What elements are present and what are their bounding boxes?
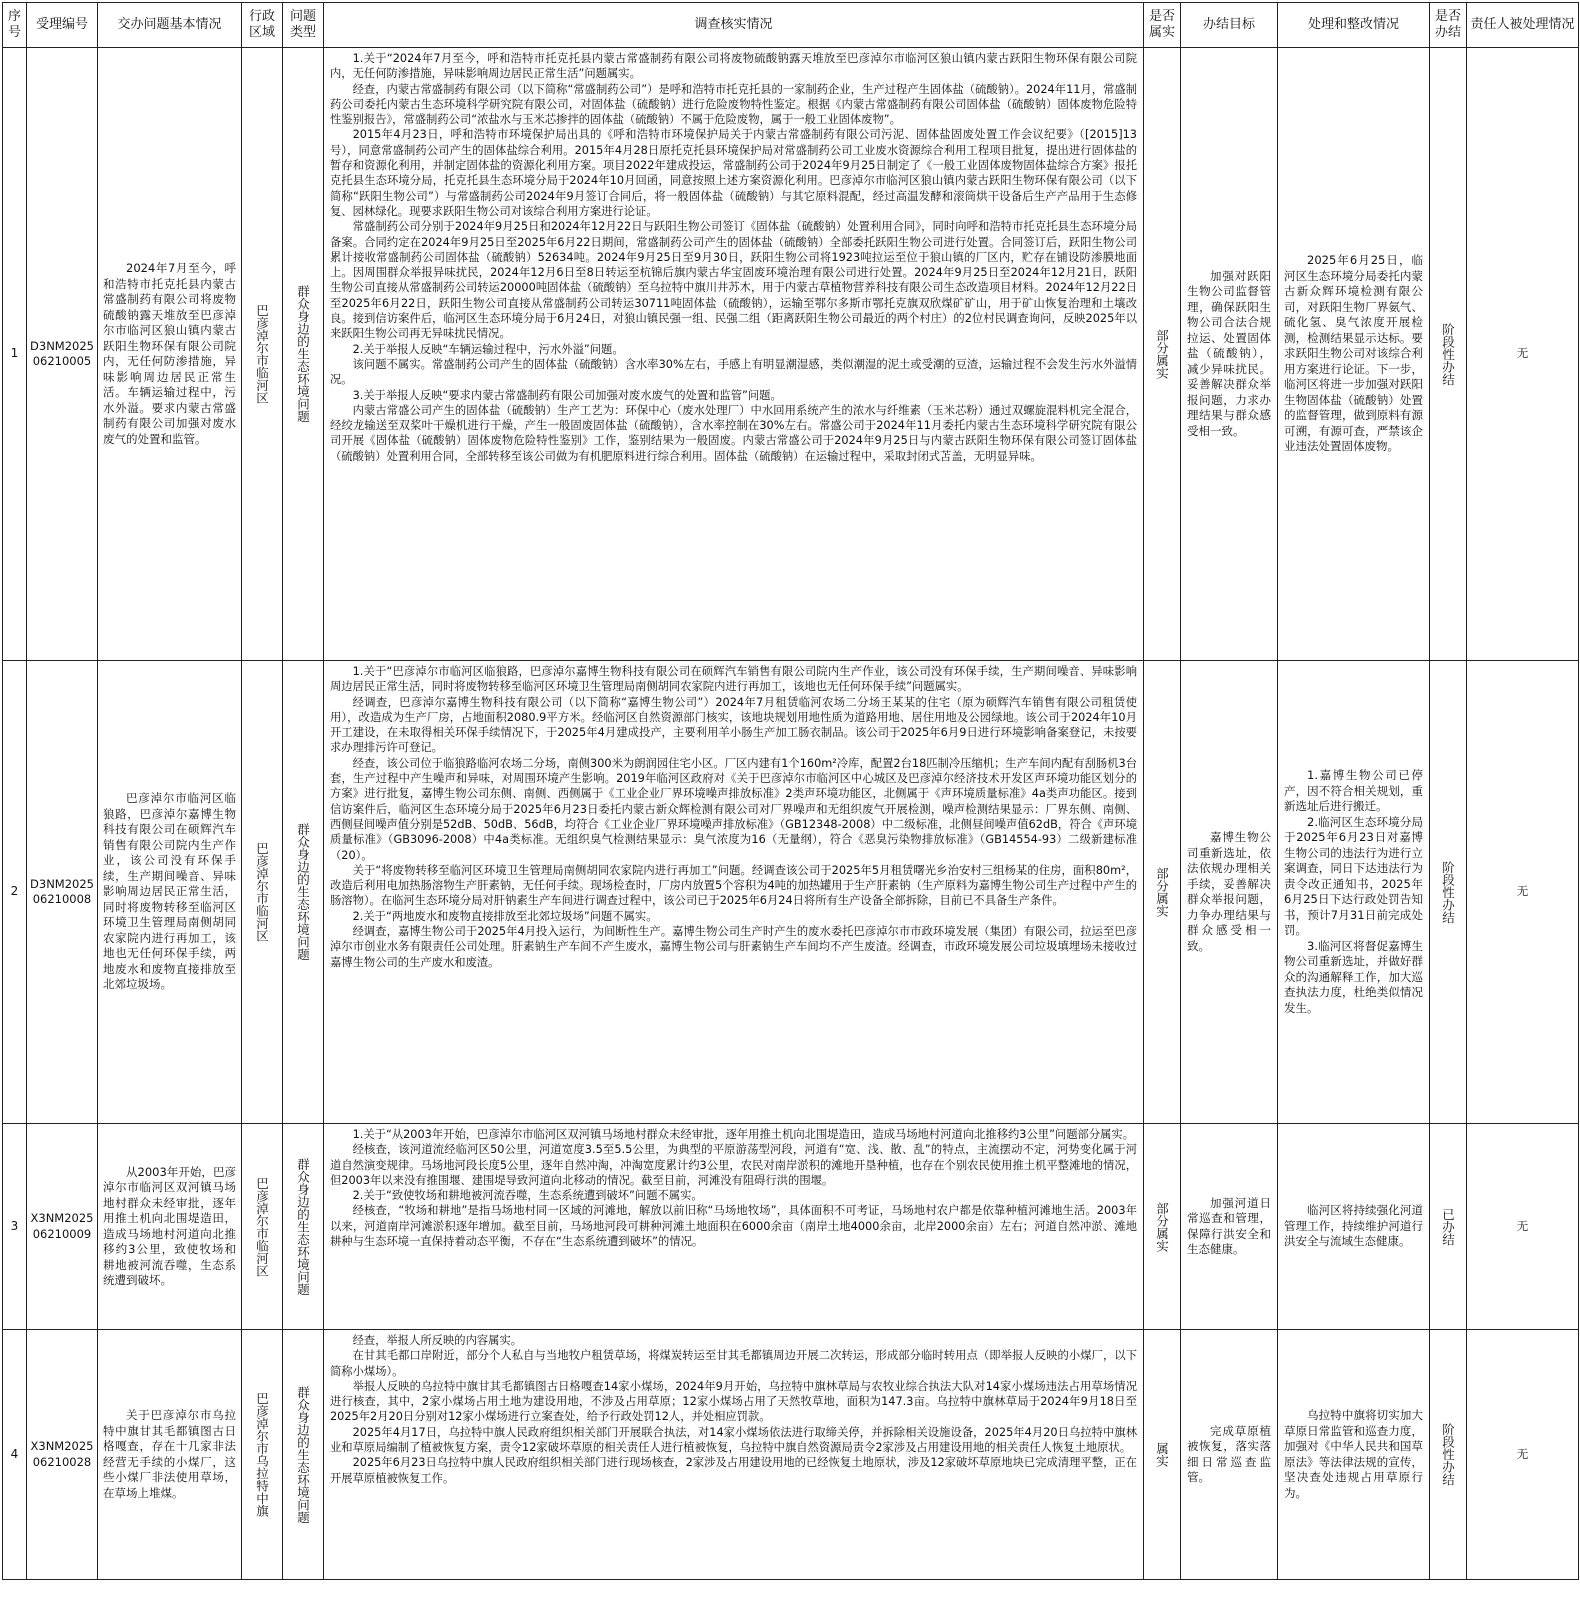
measure-cell bbox=[1278, 1330, 1430, 1580]
region-text: 巴彦淖尔市临河区 bbox=[254, 1176, 270, 1277]
basic-cell bbox=[98, 661, 242, 1124]
region-cell bbox=[242, 48, 283, 661]
goal-cell bbox=[1181, 1124, 1278, 1330]
type-text: 群众身边的生态环境问题 bbox=[295, 823, 311, 961]
valid-text: 部分属实 bbox=[1154, 867, 1170, 917]
header-goal: 办结目标 bbox=[1181, 3, 1278, 48]
case-id: D3NM202506210005 bbox=[27, 48, 98, 661]
type-text: 群众身边的生态环境问题 bbox=[295, 1157, 311, 1296]
goal-text: 嘉博生物公司重新选址，依法依规办理相关手续，妥善解决群众举报问题，力争办理结果与群众感受相一致。 bbox=[1187, 830, 1271, 953]
region-cell bbox=[242, 661, 283, 1124]
detail-cell bbox=[324, 661, 1144, 1124]
header-valid: 是否属实 bbox=[1144, 3, 1181, 48]
detail-paragraph: 经调查，嘉博生物公司于2025年4月投入运行，为间断性生产。嘉博生物公司生产时产生的废水委托巴彦淖尔市市政环境发展（集团）有限公司，拉运至巴彦淖尔市创业水务有限责任公司处理。肝素钠生产车间不产生废水，嘉博生物公司与肝素钠生产车间均不产生废渣。经调查，市政环境发展公司垃圾填埋场未接收过嘉博生物公司的生产废水和废渣。 bbox=[330, 925, 1137, 969]
basic-text: 从2003年开始，巴彦淖尔市临河区双河镇马场地村群众未经审批，逐年用推土机向北围堤造田，造成马场地村河道向北推移约3公里，致使牧场和耕地被河流吞噬，生态系统遭到破坏。 bbox=[103, 1164, 236, 1287]
table-row bbox=[3, 661, 1579, 1124]
measure-text: 2025年6月25日，临河区生态环境分局委托内蒙古新众辉环境检测有限公司，对跃阳生物厂界氨气、硫化氢、臭气浓度开展检测，检测结果显示达标。要求跃阳生物公司对该综合利用方案进行论证。下一步，临河区将进一步加强对跃阳生物固体盐（硫酸钠）处置的监督管理，做到原料有源可溯，有源可查，严禁该企业违法处置固体废物。 bbox=[1284, 253, 1423, 454]
type-text: 群众身边的生态环境问题 bbox=[295, 1385, 311, 1524]
detail-paragraph: 经查，内蒙古常盛制药有限公司（以下简称“常盛制药公司”）是呼和浩特市托克托县的一家制药企业，生产过程产生固体盐（硫酸钠）。2024年11月，常盛制药公司委托内蒙古生态环境科学研究院有限公司，对固体盐（硫酸钠）进行危险废物特性鉴定。根据《内蒙古常盛制药有限公司固体盐（硫酸钠）固体废物危险特性鉴别报告》，常盛制药公司“浓盐水与玉米芯掺拌的固体盐（硫酸钠）不属于危险废物，属于一般工业固体废物”。 bbox=[330, 82, 1137, 127]
header-id: 受理编号 bbox=[27, 3, 98, 48]
type-text: 群众身边的生态环境问题 bbox=[295, 285, 311, 423]
basic-cell bbox=[98, 48, 242, 661]
valid-cell bbox=[1144, 1124, 1181, 1330]
measure-text: 1.嘉博生物公司已停产，因不符合相关规划，重新选址后进行搬迁。 bbox=[1284, 768, 1423, 813]
punish-cell: 无 bbox=[1467, 48, 1579, 661]
measure-text: 3.临河区将督促嘉博生物公司重新选址，并做好群众的沟通解释工作，加大巡查执法力度，杜绝类似情况发生。 bbox=[1284, 938, 1423, 1015]
basic-text: 2024年7月至今，呼和浩特市托克托县内蒙古常盛制药有限公司将废物硫酸钠露天堆放至巴彦淖尔市临河区狼山镇内蒙古跃阳生物环保有限公司院内，无任何防渗措施，异味影响周边居民正常生活。车辆运输过程中，污水外溢。要求内蒙古常盛制药有限公司加强对废水废气的处置和监管。 bbox=[103, 261, 236, 446]
header-punish: 责任人被处理情况 bbox=[1467, 3, 1579, 48]
region-cell bbox=[242, 1330, 283, 1580]
detail-paragraph: 2.关于“两地废水和废物直接排放至北郊垃圾场”问题不属实。 bbox=[352, 909, 658, 923]
header-seq: 序号 bbox=[3, 3, 27, 48]
region-text: 巴彦淖尔市临河区 bbox=[254, 842, 270, 942]
goal-cell bbox=[1181, 1330, 1278, 1580]
detail-paragraph: 经查，举报人所反映的内容属实。 bbox=[352, 1334, 523, 1347]
measure-cell bbox=[1278, 1124, 1430, 1330]
detail-paragraph: 2025年6月23日乌拉特中旗人民政府组织相关部门进行现场核查，2家涉及占用建设用地的已经恢复土地原状，涉及12家破坏草原地块已完成清理平整，正在开展草原植被恢复工作。 bbox=[330, 1456, 1137, 1485]
valid-text: 部分属实 bbox=[1154, 1201, 1170, 1252]
detail-cell bbox=[324, 48, 1144, 661]
measure-text: 2.临河区生态环境分局于2025年6月23日对嘉博生物公司的违法行为进行立案调查，同日下达违法行为责令改正通知书，2025年6月25日下达行政处罚告知书，预计7月31日前完成处罚。 bbox=[1284, 814, 1423, 937]
header-detail: 调查核实情况 bbox=[324, 3, 1144, 48]
type-cell bbox=[283, 48, 324, 661]
done-text: 阶段性办结 bbox=[1440, 322, 1456, 386]
case-id: X3NM202506210028 bbox=[27, 1330, 98, 1580]
type-cell bbox=[283, 1330, 324, 1580]
detail-cell bbox=[324, 1330, 1144, 1580]
case-table bbox=[2, 2, 1579, 1580]
seq-cell: 3 bbox=[3, 1124, 27, 1330]
detail-paragraph: 2015年4月23日，呼和浩特市环境保护局出具的《呼和浩特市环境保护局关于内蒙古常盛制药有限公司污泥、固体盐固废处置工作会议纪要》（[2015]13号），同意常盛制药公司产生的固体盐综合利用。2015年4月28日原托克托县环境保护局对常盛制药公司工业废水资源综合利用工程项目批复，提出进行固体盐的暂存和资源化利用，并制定固体盐的资源化利用方案。项目2022年建成投运，常盛制药公司于2024年9月25日制定了《一般工业固体废物固体盐综合方案》报托克托县生态环境分局，托克托县生态环境分局于2024年10月回函，同意按照上述方案资源化利用。巴彦淖尔市临河区狼山镇内蒙古跃阳生物环保有限公司（以下简称“跃阳生物公司”）与常盛制药公司2024年9月签订合同后，将一般固体盐（硫酸钠）与其它原料混配，经过高温发酵和滚筒烘干设备后生产产品用于生态修复、园林绿化。现要求跃阳生物公司对该综合利用方案进行论证。 bbox=[330, 128, 1137, 218]
table-row bbox=[3, 1124, 1579, 1330]
measure-cell bbox=[1278, 48, 1430, 661]
punish-cell: 无 bbox=[1467, 1330, 1579, 1580]
type-cell bbox=[283, 1124, 324, 1330]
detail-paragraph: 经核查，该河道流经临河区50公里，河道宽度3.5至5.5公里，为典型的平原游荡型河段，河道有“宽、浅、散、乱”的特点，主流摆动不定，河势变化属于河道自然演变规律。马场地河段长度5公里，逐年自然冲淘，冲淘宽度累计约3公里，农民对南岸淤积的滩地开垦种植，也存在个别农民使用推土机平整滩地的情况，但2003年以来没有推围堰、建围堤导致河道向北移动的情况。截至目前，河滩没有阻碍行洪的围堰。 bbox=[330, 1143, 1137, 1187]
header-basic: 交办问题基本情况 bbox=[98, 3, 242, 48]
done-cell bbox=[1430, 1124, 1467, 1330]
region-text: 巴彦淖尔市乌拉特中旗 bbox=[254, 1392, 270, 1517]
case-id: X3NM202506210009 bbox=[27, 1124, 98, 1330]
done-cell bbox=[1430, 661, 1467, 1124]
valid-cell bbox=[1144, 48, 1181, 661]
detail-paragraph: 1.关于“2024年7月至今，呼和浩特市托克托县内蒙古常盛制药有限公司将废物硫酸钠露天堆放至巴彦淖尔市临河区狼山镇内蒙古跃阳生物环保有限公司院内，无任何防渗措施，异味影响周边居民正常生活”问题属实。 bbox=[330, 52, 1137, 81]
detail-paragraph: 3.关于举报人反映“要求内蒙古常盛制药有限公司加强对废水废气的处置和监管”问题。 bbox=[352, 388, 782, 402]
detail-cell bbox=[324, 1124, 1144, 1330]
detail-paragraph: 2.关于“致使牧场和耕地被河流吞噬，生态系统遭到破坏”问题不属实。 bbox=[352, 1189, 703, 1203]
basic-text: 巴彦淖尔市临河区临狼路，巴彦淖尔嘉博生物科技有限公司在硕辉汽车销售有限公司院内生产作业，该公司没有环保手续，生产期间噪音、异味影响周边居民正常生活，同时将废物转移至临河区环境卫生管理局南侧胡同农家院内进行再加工，该地也无任何环保手续，两地废水和废物直接排放至北郊垃圾场。 bbox=[103, 791, 236, 992]
valid-cell bbox=[1144, 661, 1181, 1124]
seq-cell: 2 bbox=[3, 661, 27, 1124]
basic-text: 关于巴彦淖尔市乌拉特中旗甘其毛都镇图古日格嘎查，存在十几家非法经营无手续的小煤厂，这些小煤厂非法使用草场，在草场上堆煤。 bbox=[103, 1408, 236, 1500]
goal-text: 加强河道日常巡查和管理，保障行洪安全和生态健康。 bbox=[1187, 1195, 1271, 1256]
detail-paragraph: 经调查，巴彦淖尔嘉博生物科技有限公司（以下简称“嘉博生物公司”）2024年7月租赁临河农场二分场王某某的住宅（原为硕辉汽车销售有限公司租赁使用），改造成为生产厂房，占地面积2080.9平方米。经临河区自然资源部门核实，该地块规划用地性质为道路用地、居住用地及公园绿地。该公司于2024年10月开工建设，在未取得相关环保手续情况下，于2025年4月建成投产，主要利用羊小肠生产加工肠衣制品。该公司于2025年6月9日进行环境影响备案登记，未按要求办理排污许可登记。 bbox=[330, 695, 1137, 755]
goal-cell bbox=[1181, 48, 1278, 661]
measure-text: 乌拉特中旗将切实加大草原日常监管和巡查力度，加强对《中华人民共和国草原法》等法律法规的宣传，坚决查处违规占用草原行为。 bbox=[1284, 1408, 1423, 1500]
done-text: 阶段性办结 bbox=[1440, 1423, 1456, 1486]
detail-paragraph: 在甘其毛都口岸附近，部分个人私自与当地牧户租赁草场，将煤炭转运至甘其毛都镇周边开展二次转运，形成部分临时转用点（即举报人反映的小煤厂，以下简称小煤场）。 bbox=[330, 1349, 1137, 1378]
measure-cell bbox=[1278, 661, 1430, 1124]
punish-cell: 无 bbox=[1467, 661, 1579, 1124]
done-cell bbox=[1430, 48, 1467, 661]
seq-cell: 1 bbox=[3, 48, 27, 661]
goal-cell bbox=[1181, 661, 1278, 1124]
done-text: 已办结 bbox=[1440, 1207, 1456, 1246]
header-type: 问题类型 bbox=[283, 3, 324, 48]
basic-cell bbox=[98, 1124, 242, 1330]
detail-paragraph: 1.关于“巴彦淖尔市临河区临狼路，巴彦淖尔嘉博生物科技有限公司在硕辉汽车销售有限公司院内生产作业，该公司没有环保手续，生产期间噪音、异味影响周边居民正常生活，同时将废物转移至临河区环境卫生管理局南侧胡同农家院内进行再加工，该地也无任何环保手续”问题属实。 bbox=[330, 665, 1137, 694]
detail-paragraph: 关于“将废物转移至临河区环境卫生管理局南侧胡同农家院内进行再加工”问题。经调查该公司于2025年5月租赁曙光乡治安村三组杨某的住房，面积80m²，改造后利用电加热肠溶物生产肝素钠，无任何手续。现场检查时，厂房内放置5个容积为4吨的加热罐用于生产肝素钠（生产原料为嘉博生物公司生产过程中产生的肠溶物）。在临河生态环境分局对肝钠素生产车间进行调查过程中，该公司已于2025年6月24日将所有生产设备全部拆除，目前已不具备生产条件。 bbox=[330, 863, 1137, 908]
valid-cell bbox=[1144, 1330, 1181, 1580]
detail-paragraph: 该问题不属实。常盛制药公司产生的固体盐（硫酸钠）含水率30%左右，手感上有明显潮湿感，类似潮湿的泥土或受潮的豆渣，运输过程不会发生污水外溢情况。 bbox=[330, 357, 1137, 387]
detail-paragraph: 举报人反映的乌拉特中旗甘其毛都镇图古日格嘎查14家小煤场，2024年9月开始，乌拉特中旗林草局与农牧业综合执法大队对14家小煤场违法占用草场情况进行核查，其中，2家小煤场占用土地为建设用地，不涉及占用草原；12家小煤场占用了天然牧草地，面积为147.3亩。乌拉特中旗林草局于2024年9月18日至2025年2月20日分别对12家小煤场进行立案查处，给予行政处罚12人，并处相应罚款。 bbox=[330, 1379, 1137, 1424]
table-row bbox=[3, 1330, 1579, 1580]
done-text: 阶段性办结 bbox=[1440, 860, 1456, 924]
measure-text: 临河区将持续强化河道管理工作，持续维护河道行洪安全与流域生态健康。 bbox=[1284, 1203, 1423, 1249]
detail-paragraph: 内蒙古常盛公司产生的固体盐（硫酸钠）生产工艺为：环保中心（废水处理厂）中水回用系统产生的浓水与纤维素（玉米芯粉）通过双螺旋混料机完全混合，经绞龙输送至双桨叶干燥机进行干燥，产生一般固废固体盐（硫酸钠），含水率控制在30%左右。常盛公司于2024年11月委托内蒙古生态环境科学研究院有限公司开展《固体盐（硫酸钠）固体废物危险特性鉴别》工作，鉴别结果为一般固废。内蒙古常盛公司于2024年9月25日与内蒙古跃阳生物环保有限公司签订固体盐（硫酸钠）处置利用合同，全部转移至该公司做为有机肥原料进行综合利用。固体盐（硫酸钠）在运输过程中，采取封闭式苫盖，无明显异味。 bbox=[330, 403, 1137, 463]
header-measure: 处理和整改情况 bbox=[1278, 3, 1430, 48]
detail-paragraph: 常盛制药公司分别于2024年9月25日和2024年12月22日与跃阳生物公司签订《固体盐（硫酸钠）处置利用合同》，同时向呼和浩特市托克托县生态环境分局备案。合同约定在2024年9月25日至2025年6月22日期间，常盛制药公司产生的固体盐（硫酸钠）全部委托跃阳生物公司进行处置。合同签订后，跃阳生物公司累计接收常盛制药公司固体盐（硫酸钠）52634吨。2024年9月25日至9月30日，跃阳生物公司将1923吨拉运至位于狼山镇的厂区内，贮存在铺设防渗膜地面上。因周围群众举报异味扰民，2024年12月6日至8日转运至杭锦后旗内蒙古华宝固废环境治理有限公司进行处置。2024年9月25日至2024年12月21日，跃阳生物公司直接从常盛制药公司转运20000吨固体盐（硫酸钠）至乌拉特中旗川井苏木，用于内蒙古草植物营养科技有限公司生态改造项目材料。2024年12月22日至2025年6月22日，跃阳生物公司直接从常盛制药公司转运30711吨固体盐（硫酸钠），运输至鄂尔多斯市鄂托克旗双欣煤矿矿山，用于矿山恢复治理和土壤改良。接到信访案件后，临河区生态环境分局于6月24日，对狼山镇民强一组、民强二组（距离跃阳生物公司最近的两个村庄）的2位村民调查询问，反映2025年以来跃阳生物公司再无异味扰民情况。 bbox=[330, 220, 1137, 341]
detail-paragraph: 2025年4月17日，乌拉特中旗人民政府组织相关部门开展联合执法，对14家小煤场依法进行取缔关停，并拆除相关设施设备，2025年4月20日乌拉特中旗林业和草原局编制了植被恢复方案，责令12家破坏草原的相关责任人进行植被恢复，乌拉特中旗自然资源局责令2家涉及占用建设用地的相关责任人恢复土地原状。 bbox=[330, 1425, 1137, 1455]
detail-paragraph: 经查，该公司位于临狼路临河农场二分场，南侧300米为朗润园住宅小区。厂区内建有1个160m²冷库，配置2台18匹制冷压缩机；生产车间内配有刮肠机3台套，生产过程中产生噪声和异味，对周围环境产生影响。2019年临河区政府对《关于巴彦淖尔市临河区中心城区及巴彦淖尔经济技术开发区声环境功能区划分的方案》进行批复，嘉博生物公司东侧、南侧、西侧属于《工业企业厂界环境噪声排放标准》2类声环境功能区，北侧属于《声环境质量标准》4a类声功能区。接到信访案件后，临河区生态环境分局于2025年6月23日委托内蒙古新众辉检测有限公司对厂界噪声和无组织废气开展检测，噪声检测结果显示：厂界东侧、南侧、西侧昼间噪声值分别是52dB、50dB、56dB，均符合《工业企业厂界环境噪声排放标准》（GB12348-2008）中二级标准，北侧昼间噪声值62dB，符合《声环境质量标准》（GB3096-2008）中4a类标准。无组织臭气检测结果显示：臭气浓度为16（无量纲），符合《恶臭污染物排放标准》（GB14554-93）二级新建标准（20）。 bbox=[330, 756, 1137, 862]
seq-cell: 4 bbox=[3, 1330, 27, 1580]
goal-text: 加强对跃阳生物公司监督管理，确保跃阳生物公司合法合规拉运、处置固体盐（硫酸钠），减少异味扰民。妥善解决群众举报问题，力求办理结果与群众感受相一致。 bbox=[1187, 268, 1271, 438]
valid-text: 属实 bbox=[1154, 1442, 1170, 1467]
punish-cell: 无 bbox=[1467, 1124, 1579, 1330]
header-done: 是否办结 bbox=[1430, 3, 1467, 48]
region-text: 巴彦淖尔市临河区 bbox=[254, 304, 270, 404]
type-cell bbox=[283, 661, 324, 1124]
detail-paragraph: 2.关于举报人反映“车辆运输过程中，污水外溢”问题。 bbox=[352, 342, 624, 356]
done-cell bbox=[1430, 1330, 1467, 1580]
valid-text: 部分属实 bbox=[1154, 329, 1170, 379]
header-row bbox=[3, 3, 1579, 48]
case-id: D3NM202506210008 bbox=[27, 661, 98, 1124]
detail-paragraph: 1.关于“从2003年开始，巴彦淖尔市临河区双河镇马场地村群众未经审批，逐年用推土机向北围堤造田，造成马场地村河道向北推移约3公里”问题部分属实。 bbox=[352, 1128, 1135, 1141]
header-region: 行政区域 bbox=[242, 3, 283, 48]
table-row bbox=[3, 48, 1579, 661]
basic-cell bbox=[98, 1330, 242, 1580]
region-cell bbox=[242, 1124, 283, 1330]
detail-paragraph: 经核查，“牧场和耕地”是指马场地村同一区域的河滩地，解放以前旧称“马场地牧场”，具体面积不可考证，马场地村农户都是依靠种植河滩地生活。2003年以来，河道南岸河滩淤积逐年增加。截至目前，马场地河段可耕种河滩土地面积在6000余亩（南岸土地4000余亩，北岸2000余亩）左右；河道自然冲淤、滩地耕种与生态环境一直保持着动态平衡，不存在“生态系统遭到破坏”的情况。 bbox=[330, 1204, 1137, 1249]
goal-text: 完成草原植被恢复，落实落细日常巡查监管。 bbox=[1187, 1423, 1271, 1484]
